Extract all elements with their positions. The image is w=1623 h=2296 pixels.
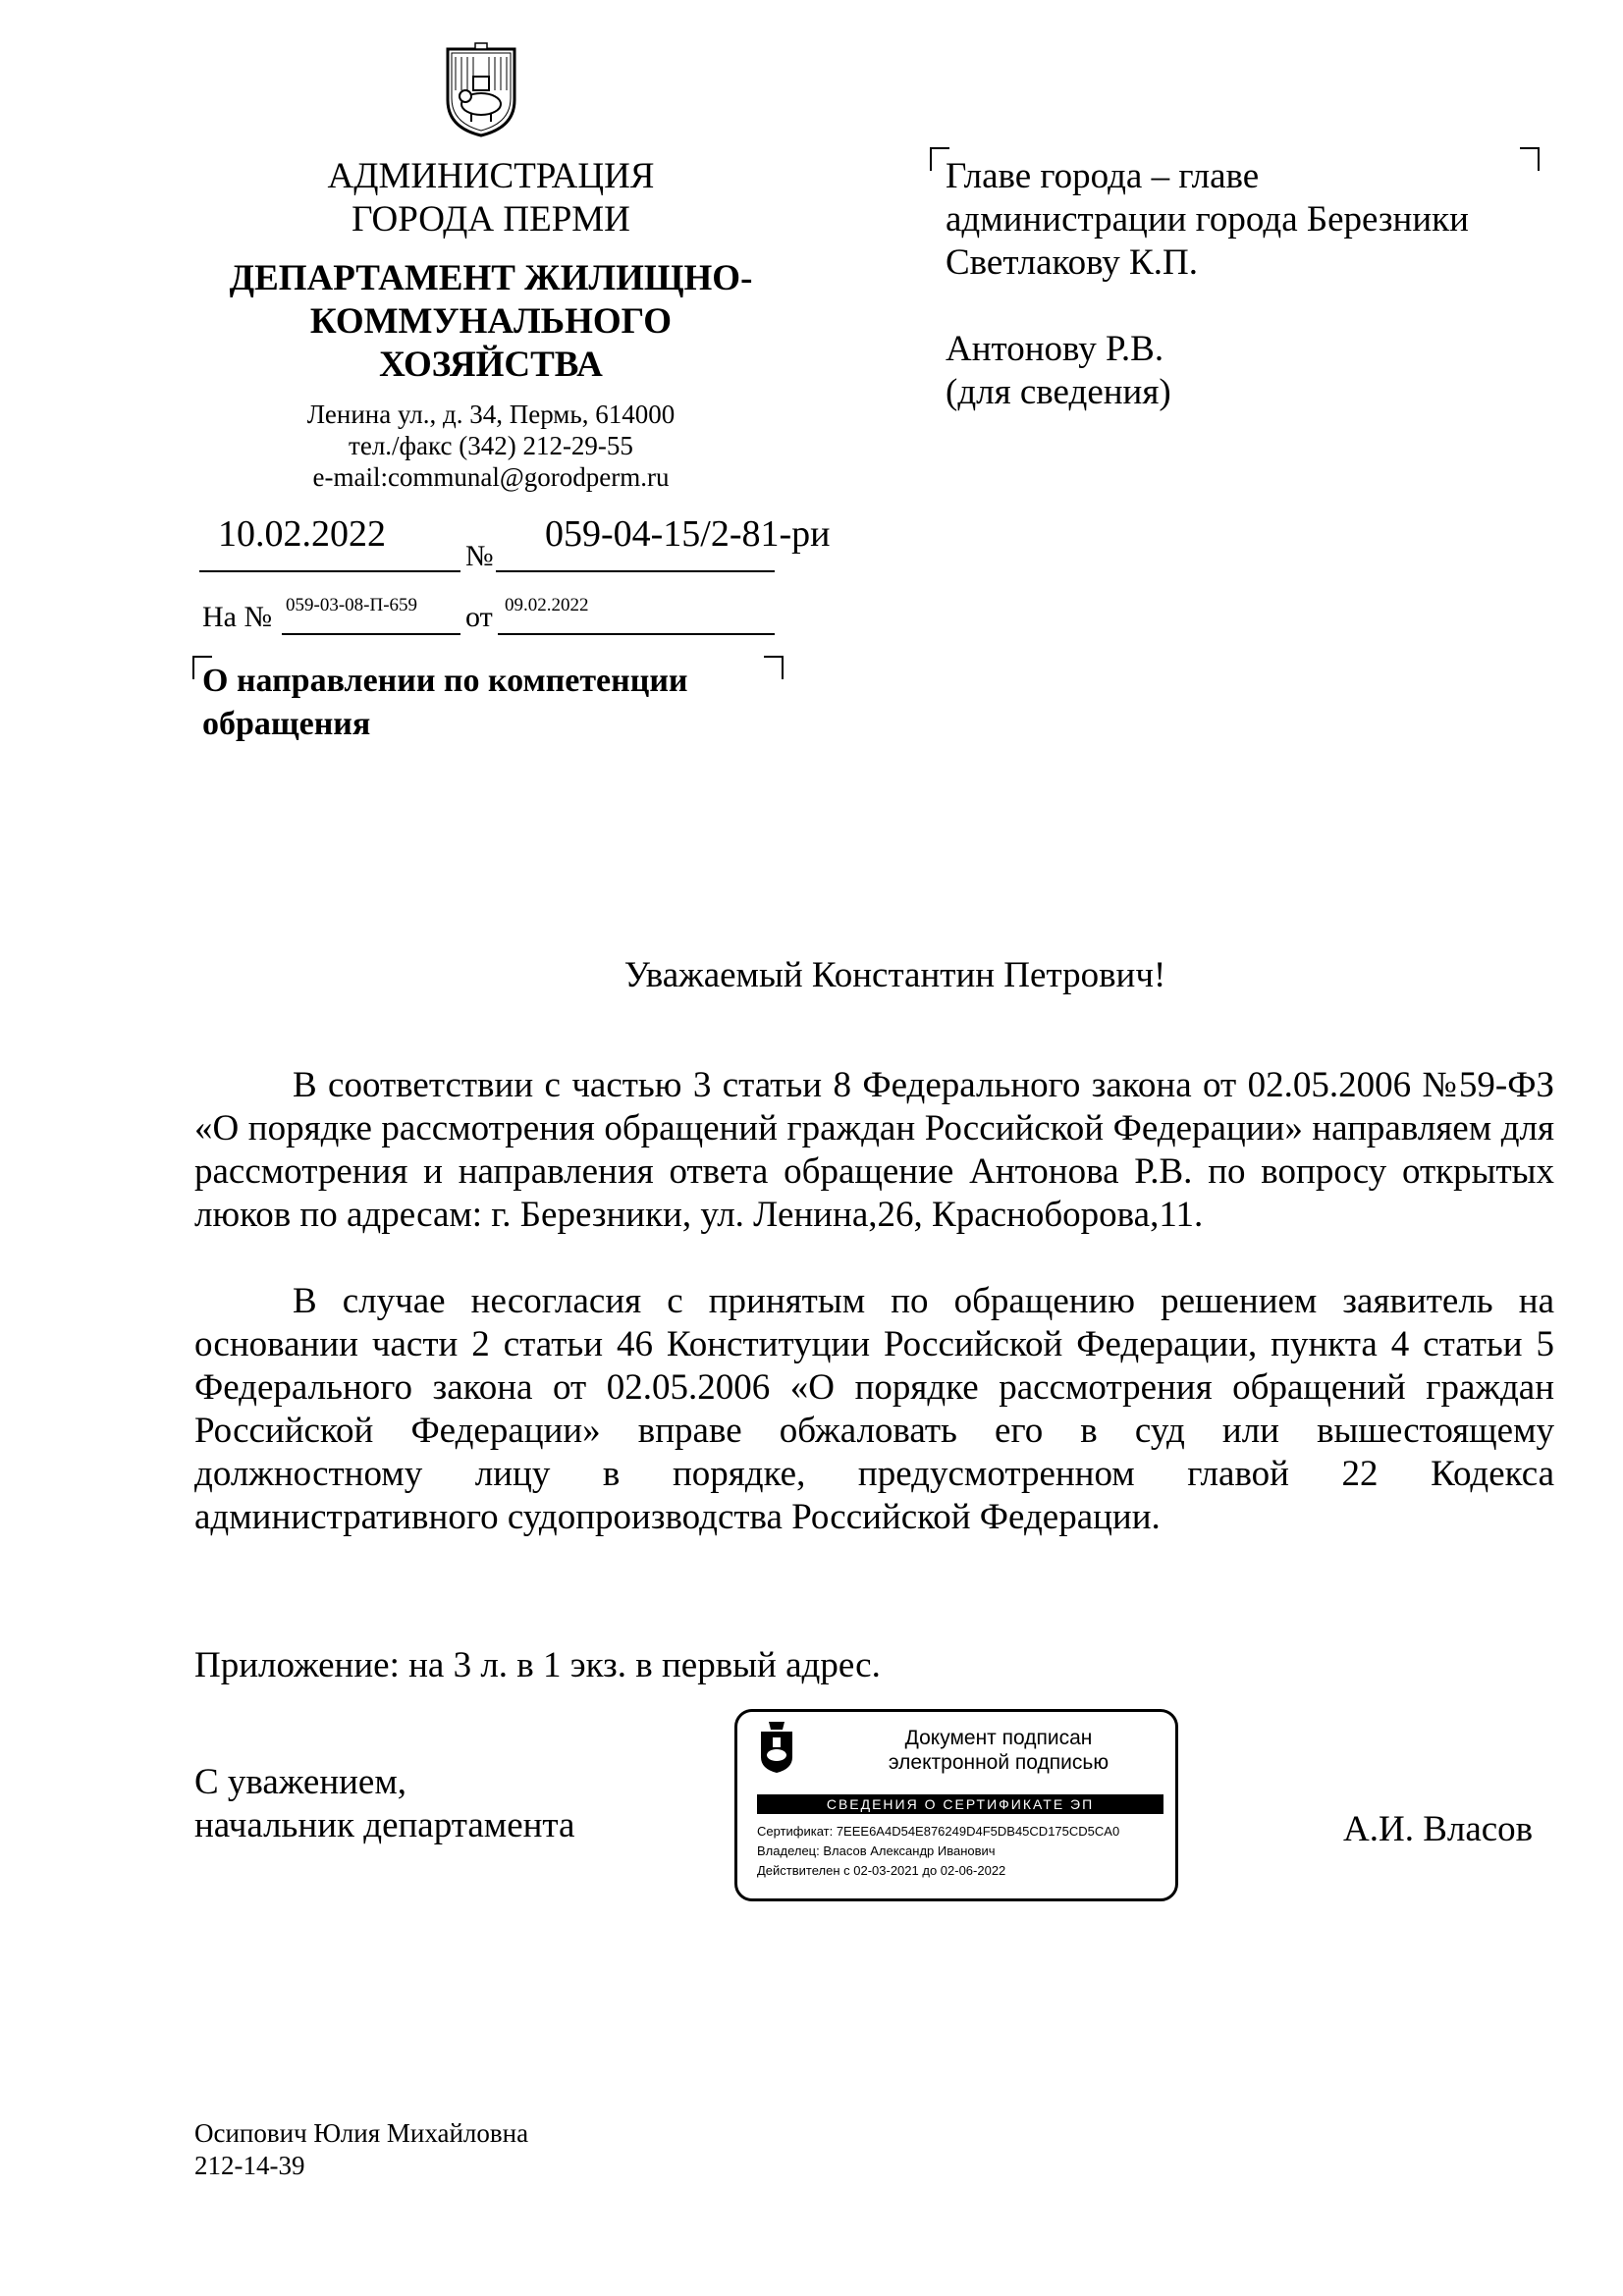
- reply-number: 059-03-08-П-659: [286, 595, 418, 615]
- body-paragraph-1: В соответствии с частью 3 статьи 8 Федерального закона от 02.05.2006 №59-ФЗ «О порядке рассмотрения обращений граждан Российской Федерации» направляем для рассмотрения и направления ответа обращение Антонова Р.В. по вопросу открытых люков по адресам: г. Березники, ул. Ленина,26, Красноборова,11.: [194, 1065, 1554, 1235]
- reply-date-underline: [498, 633, 775, 635]
- date-underline: [199, 570, 460, 572]
- recipient-line-5: (для сведения): [946, 372, 1171, 412]
- subject-line-1: О направлении по компетенции: [202, 663, 688, 699]
- subject-line-2: обращения: [202, 706, 371, 742]
- phone: тел./факс (342) 212-29-55: [349, 431, 633, 460]
- address: Ленина ул., д. 34, Пермь, 614000: [306, 400, 676, 429]
- dept-line-3: ХОЗЯЙСТВА: [379, 345, 603, 385]
- stamp-validity: Действителен с 02-03-2021 до 02-06-2022: [757, 1863, 1006, 1878]
- organization-name: [157, 155, 825, 241]
- closing-line-1: С уважением,: [194, 1762, 407, 1802]
- recipient-line-4: Антонову Р.В.: [946, 329, 1164, 369]
- signer-name: А.И. Власов: [1343, 1809, 1534, 1849]
- number-underline: [496, 570, 775, 572]
- registration-date: 10.02.2022: [218, 513, 386, 555]
- perm-coat-of-arms-icon: [444, 41, 518, 139]
- attachment-note: Приложение: на 3 л. в 1 экз. в первый адрес.: [194, 1645, 881, 1685]
- executor-info: [194, 2117, 528, 2182]
- org-line-2: ГОРОДА ПЕРМИ: [352, 199, 630, 240]
- stamp-title-line-1: Документ подписан: [904, 1727, 1093, 1749]
- number-sign: №: [465, 540, 494, 572]
- executor-name: Осипович Юлия Михайловна: [194, 2118, 529, 2148]
- department-contacts: [157, 399, 825, 493]
- reply-from: от: [465, 601, 493, 633]
- stamp-title-line-2: электронной подписью: [888, 1751, 1109, 1774]
- email: e-mail:communal@gorodperm.ru: [312, 462, 670, 492]
- recipient-block: [946, 155, 1574, 414]
- stamp-title: [828, 1726, 1169, 1775]
- reply-date: 09.02.2022: [505, 595, 589, 615]
- executor-phone: 212-14-39: [194, 2151, 305, 2180]
- reply-number-underline: [282, 633, 460, 635]
- registration-number: 059-04-15/2-81-ри: [545, 513, 831, 555]
- stamp-bar: СВЕДЕНИЯ О СЕРТИФИКАТЕ ЭП: [757, 1794, 1163, 1814]
- subject: [202, 660, 791, 746]
- closing-line-2: начальник департамента: [194, 1805, 575, 1845]
- department-name: [157, 257, 825, 387]
- stamp-certificate: Сертификат: 7EEE6A4D54E876249D4F5DB45CD175CD5CA0: [757, 1824, 1120, 1839]
- stamp-owner: Владелец: Власов Александр Иванович: [757, 1843, 996, 1858]
- closing: [194, 1761, 574, 1847]
- perm-krai-emblem-icon: [757, 1720, 796, 1775]
- recipient-line-2: администрации города Березники: [946, 199, 1469, 240]
- dept-line-2: КОММУНАЛЬНОГО: [309, 301, 673, 342]
- dept-line-1: ДЕПАРТАМЕНТ ЖИЛИЩНО-: [229, 258, 753, 298]
- greeting: Уважаемый Константин Петрович!: [623, 955, 1166, 995]
- signature-stamp: [734, 1709, 1178, 1901]
- body-paragraph-2: В случае несогласия с принятым по обращению решением заявитель на основании части 2 статьи 46 Конституции Российской Федерации, пункта 4 статьи 5 Федерального закона от 02.05.2006 «О порядке рассмотрения обращений граждан Российской Федерации» вправе обжаловать его в суд или вышестоящему должностному лицу в порядке, предусмотренном главой 22 Кодекса административного судопроизводства Российской Федерации.: [194, 1281, 1554, 1537]
- recipient-line-1: Главе города – главе: [946, 156, 1260, 196]
- reply-prefix: На №: [202, 601, 273, 633]
- org-line-1: АДМИНИСТРАЦИЯ: [327, 156, 655, 196]
- recipient-line-3: Светлакову К.П.: [946, 242, 1198, 283]
